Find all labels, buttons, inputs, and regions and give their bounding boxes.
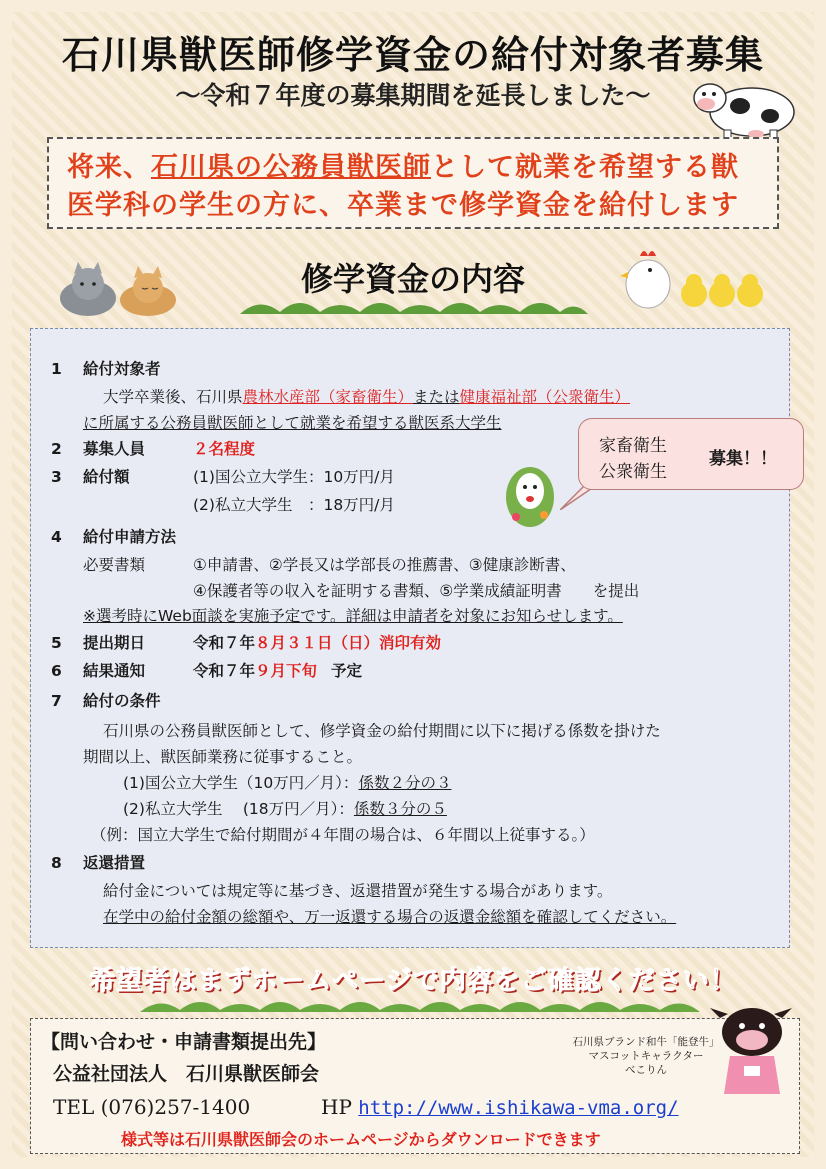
item-2 <box>51 439 255 459</box>
item-1-line1 <box>103 387 630 407</box>
item-number: 7 <box>51 692 62 710</box>
dept-agri: 農林水産部（家畜衛生） <box>242 388 414 406</box>
required-docs-2: ④保護者等の収入を証明する書類、⑤学業成績証明書 を提出 <box>193 582 640 600</box>
item-number: 5 <box>51 634 62 652</box>
item-number: 4 <box>51 528 62 546</box>
item-8-heading <box>51 853 145 873</box>
bekorin-mascot-illustration <box>708 1002 794 1102</box>
item-head: 給付額 <box>83 468 130 486</box>
repay-line1: 給付金については規定等に基づき、返還措置が発生する場合があります。 <box>103 882 613 900</box>
coef-public <box>123 773 451 793</box>
deadline-date: ８月３１日（日）消印有効 <box>255 634 442 652</box>
item-number: 2 <box>51 440 62 458</box>
contact-organization: 公益社団法人 石川県獣医師会 <box>53 1063 320 1085</box>
text: (2)私立大学生 (18万円／月）： <box>123 800 354 818</box>
notice-line2: 医学科の学生の方に、卒業まで修学資金を給付します <box>67 190 739 221</box>
item-head: 募集人員 <box>83 440 146 458</box>
notice-post: として就業を希望する獣 <box>431 152 739 183</box>
bubble-line2: 公衆衛生 <box>599 462 667 482</box>
item-number: 8 <box>51 854 62 872</box>
condition-line2: 期間以上、獣医師業務に従事すること。 <box>83 748 363 766</box>
docs-line1: ①申請書、②学長又は学部長の推薦書、③健康診断書、 <box>193 556 576 574</box>
era-year: 令和７年 <box>193 634 256 652</box>
item-4-heading <box>51 527 176 547</box>
contact-homepage <box>321 1095 679 1119</box>
coef-private <box>123 799 447 819</box>
item-number: 6 <box>51 662 62 680</box>
contact-phone: TEL (076)257-1400 <box>53 1095 251 1119</box>
text: 大学卒業後、石川県 <box>103 388 243 406</box>
bubble-line1: 家畜衛生 <box>599 436 667 456</box>
item-head: 提出期日 <box>83 634 146 652</box>
section-title: 修学資金の内容 <box>300 260 525 298</box>
brand-line1: 石川県ブランド和牛「能登牛」 <box>572 1036 720 1048</box>
homepage-banner: 希望者はまずホームページで内容をご確認ください！ <box>89 966 737 996</box>
item-1-heading <box>51 359 161 379</box>
item-3 <box>51 467 395 487</box>
docs-label: 必要書類 <box>83 556 146 574</box>
item-head: 結果通知 <box>83 662 146 680</box>
item-head: 給付対象者 <box>83 360 161 378</box>
hp-label: HP <box>321 1095 352 1119</box>
item-number: 1 <box>51 360 62 378</box>
coef-value: 係数３分の５ <box>353 800 447 818</box>
notice-box <box>47 137 779 229</box>
dept-health: 健康福祉部（公衆衛生） <box>459 388 631 406</box>
item-5 <box>51 633 441 653</box>
era-year: 令和７年 <box>193 662 256 680</box>
cats-illustration <box>54 260 184 320</box>
cow-illustration <box>690 68 800 148</box>
mascot-illustration <box>500 455 560 535</box>
brand-line3: べこりん <box>625 1064 667 1076</box>
amount-public: (1)国公立大学生：10万円/月 <box>193 468 395 486</box>
contact-heading: 【問い合わせ・申請書類提出先】 <box>41 1031 327 1053</box>
homepage-link[interactable]: http://www.ishikawa-vma.org/ <box>358 1097 679 1119</box>
page-title: 石川県獣医師修学資金の給付対象者募集 <box>61 33 764 77</box>
result-date: ９月下旬 <box>255 662 318 680</box>
item-6 <box>51 661 362 681</box>
contact-box <box>30 1018 800 1154</box>
chickens-illustration <box>620 242 770 314</box>
brand-line2: マスコットキャラクター <box>588 1050 704 1062</box>
grass-decoration-2 <box>140 992 700 1014</box>
item-1-line2: に所属する公務員獣医師として就業を希望する獣医系大学生 <box>83 414 502 432</box>
download-note: 様式等は石川県獣医師会のホームページからダウンロードできます <box>121 1130 601 1149</box>
required-docs-1 <box>83 555 576 575</box>
page-subtitle: ～令和７年度の募集期間を延長しました～ <box>175 81 651 110</box>
amount-private: (2)私立大学生 ：18万円/月 <box>193 496 395 514</box>
recruit-count: ２名程度 <box>193 440 256 458</box>
interview-note: ※選考時にWeb面談を実施予定です。詳細は申請者を対象にお知らせします。 <box>83 607 623 625</box>
repay-line2: 在学中の給付金額の総額や、万一返還する場合の返還金総額を確認してください。 <box>103 908 677 926</box>
notice-emphasis: 石川県の公務員獣医師 <box>151 152 431 183</box>
text: (1)国公立大学生（10万円／月）： <box>123 774 359 792</box>
item-head: 給付申請方法 <box>83 528 177 546</box>
speech-bubble <box>578 418 804 490</box>
condition-example: （例：国立大学生で給付期間が４年間の場合は、６年間以上従事する。） <box>91 826 595 844</box>
item-number: 3 <box>51 468 62 486</box>
condition-line1: 石川県の公務員獣医師として、修学資金の給付期間に以下に掲げる係数を掛けた <box>103 722 661 740</box>
coef-value: 係数２分の３ <box>358 774 452 792</box>
item-head: 給付の条件 <box>83 692 161 710</box>
item-head: 返還措置 <box>83 854 146 872</box>
grass-decoration <box>240 292 588 318</box>
result-note: 予定 <box>331 662 363 680</box>
notice-pre: 将来、 <box>67 152 151 183</box>
text: または <box>413 388 460 406</box>
item-7-heading <box>51 691 161 711</box>
bubble-recruit: 募集！！ <box>709 449 777 469</box>
